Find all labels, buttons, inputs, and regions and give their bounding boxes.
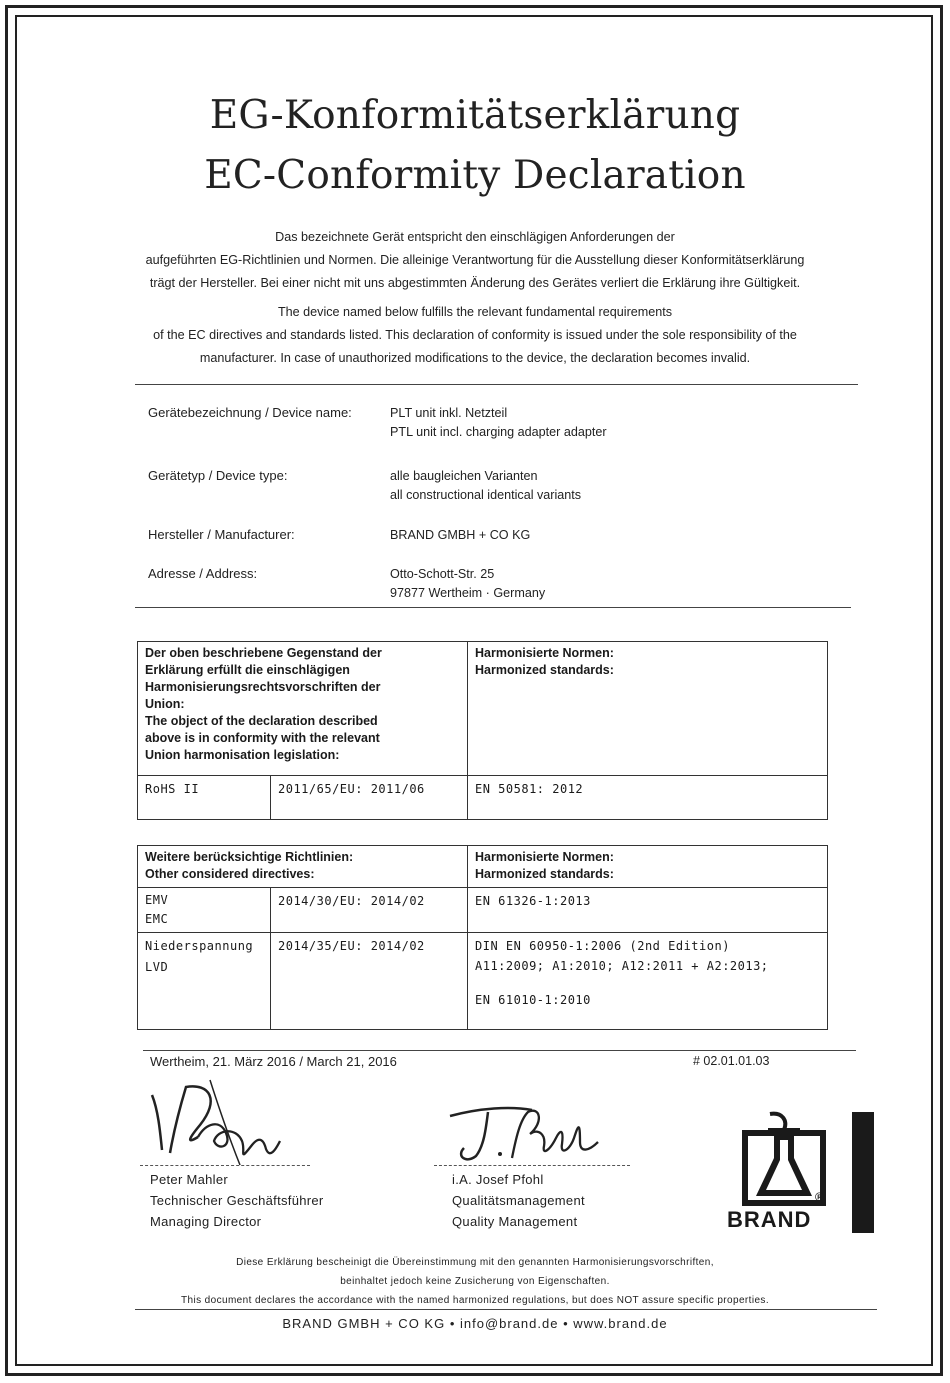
standard-code: EN 50581: 2012 <box>475 782 584 796</box>
signer-1-title-de: Technischer Geschäftsführer <box>150 1193 324 1208</box>
directives-header-de: Weitere berücksichtige Richtlinien: <box>145 850 354 864</box>
device-name-value <box>390 404 607 442</box>
signer-2-title-de: Qualitätsmanagement <box>452 1193 585 1208</box>
registered-mark: ® <box>815 1190 824 1204</box>
table-cell-number <box>271 776 468 820</box>
standards-header-en: Harmonized standards: <box>475 663 614 677</box>
device-type-label: Gerätetyp / Device type: <box>148 468 288 483</box>
signature-pfohl <box>440 1098 610 1168</box>
legislation-header-line: Harmonisierungsrechtsvorschriften der <box>145 680 381 694</box>
device-name-value-en: PTL unit incl. charging adapter adapter <box>390 425 607 439</box>
directive-name: LVD <box>145 960 169 974</box>
standard-code: DIN EN 60950-1:2006 (2nd Edition) <box>475 939 730 953</box>
legislation-header-line: The object of the declaration described <box>145 714 378 728</box>
brand-logo-text: BRAND <box>727 1207 812 1232</box>
standards-header-cell <box>468 642 828 776</box>
brand-bar <box>852 1112 874 1233</box>
document-number: # 02.01.01.03 <box>693 1054 770 1068</box>
directive-name: EMC <box>145 912 169 926</box>
legislation-header-cell <box>138 642 468 776</box>
harmonisation-table <box>137 641 828 820</box>
divider-device <box>135 607 851 608</box>
divider-date <box>143 1050 856 1051</box>
intro-german-line: aufgeführten EG-Richtlinien und Normen. Die alleinige Verantwortung für die Ausstellung dieser Konformitätserklärung <box>145 253 805 267</box>
table-cell-standard <box>468 776 828 820</box>
table-cell-standard <box>468 933 828 1030</box>
table-cell-directive <box>138 888 271 933</box>
standards-header-de: Harmonisierte Normen: <box>475 850 614 864</box>
divider-footer <box>135 1309 877 1310</box>
legislation-header-line: Union: <box>145 697 185 711</box>
intro-english-line: manufacturer. In case of unauthorized modifications to the device, the declaration becomes invalid. <box>199 351 751 365</box>
signer-2-title-en: Quality Management <box>452 1214 578 1229</box>
directive-name: Niederspannung <box>145 939 254 953</box>
table-cell-standard <box>468 888 828 933</box>
footer-contact: BRAND GMBH + CO KG • info@brand.de • www.brand.de <box>282 1316 668 1331</box>
intro-english-line: of the EC directives and standards listed. This declaration of conformity is issued under the sole responsibility of the <box>153 328 797 342</box>
manufacturer-value: BRAND GMBH + CO KG <box>390 528 531 542</box>
legislation-header-line: Erklärung erfüllt die einschlägigen <box>145 663 350 677</box>
directives-header-cell <box>138 846 468 888</box>
address-city: 97877 Wertheim · Germany <box>390 586 546 600</box>
signer-1 <box>150 1169 324 1232</box>
legislation-header-line: Union harmonisation legislation: <box>145 748 340 762</box>
intro-german-line: Das bezeichnete Gerät entspricht den einschlägigen Anforderungen der <box>275 230 675 244</box>
address-street: Otto-Schott-Str. 25 <box>390 567 495 581</box>
footer-line: beinhaltet jedoch keine Zusicherung von Eigenschaften. <box>340 1276 610 1287</box>
signer-2-name: i.A. Josef Pfohl <box>452 1172 544 1187</box>
table-cell-directive <box>138 776 271 820</box>
footer-line: This document declares the accordance with the named harmonized regulations, but does NOT assure specific properties. <box>180 1295 769 1306</box>
footer-disclaimer <box>0 1253 950 1310</box>
signature-line-2 <box>434 1165 630 1166</box>
intro-german-line: trägt der Hersteller. Bei einer nicht mit uns abgestimmten Änderung des Gerätes verliert die Erklärung ihre Gültigkeit. <box>149 276 801 290</box>
standard-code: A11:2009; A1:2010; A12:2011 + A2:2013; <box>475 959 769 973</box>
device-type-value-de: alle baugleichen Varianten <box>390 469 538 483</box>
standards-header-de: Harmonisierte Normen: <box>475 646 614 660</box>
intro-english <box>40 301 910 370</box>
standards-header-en: Harmonized standards: <box>475 867 614 881</box>
directives-header-en: Other considered directives: <box>145 867 315 881</box>
standards-header-cell <box>468 846 828 888</box>
signer-1-name: Peter Mahler <box>150 1172 229 1187</box>
signature-line-1 <box>140 1165 310 1166</box>
table-cell-number <box>271 888 468 933</box>
legislation-header-line: Der oben beschriebene Gegenstand der <box>145 646 382 660</box>
other-directives-table <box>137 845 828 1030</box>
directive-name: RoHS II <box>145 782 200 796</box>
directive-name: EMV <box>145 893 169 907</box>
signer-1-title-en: Managing Director <box>150 1214 262 1229</box>
device-type-value <box>390 467 581 505</box>
directive-number: 2014/30/EU: 2014/02 <box>278 894 425 908</box>
signature-mahler <box>140 1075 300 1170</box>
standard-code: EN 61326-1:2013 <box>475 894 591 908</box>
table-cell-number <box>271 933 468 1030</box>
device-type-value-en: all constructional identical variants <box>390 488 582 502</box>
manufacturer-label: Hersteller / Manufacturer: <box>148 527 295 542</box>
divider-top <box>135 384 858 385</box>
standard-code: EN 61010-1:2010 <box>475 993 591 1007</box>
footer-line: Diese Erklärung bescheinigt die Übereinstimmung mit den genannten Harmonisierungsvorschriften, <box>236 1257 714 1268</box>
title-german: EG-Konformitätserklärung <box>209 93 741 138</box>
address-value <box>390 565 545 603</box>
signer-2 <box>452 1169 585 1232</box>
title-english: EC-Conformity Declaration <box>204 153 746 198</box>
intro-english-line: The device named below fulfills the relevant fundamental requirements <box>277 305 673 319</box>
legislation-header-line: above is in conformity with the relevant <box>145 731 380 745</box>
address-label: Adresse / Address: <box>148 566 258 581</box>
intro-german <box>40 226 910 295</box>
place-date: Wertheim, 21. März 2016 / March 21, 2016 <box>150 1054 397 1069</box>
directive-number: 2014/35/EU: 2014/02 <box>278 939 425 953</box>
table-cell-directive <box>138 933 271 1030</box>
device-name-value-de: PLT unit inkl. Netzteil <box>390 406 508 420</box>
directive-number: 2011/65/EU: 2011/06 <box>278 782 425 796</box>
device-name-label: Gerätebezeichnung / Device name: <box>148 405 352 420</box>
